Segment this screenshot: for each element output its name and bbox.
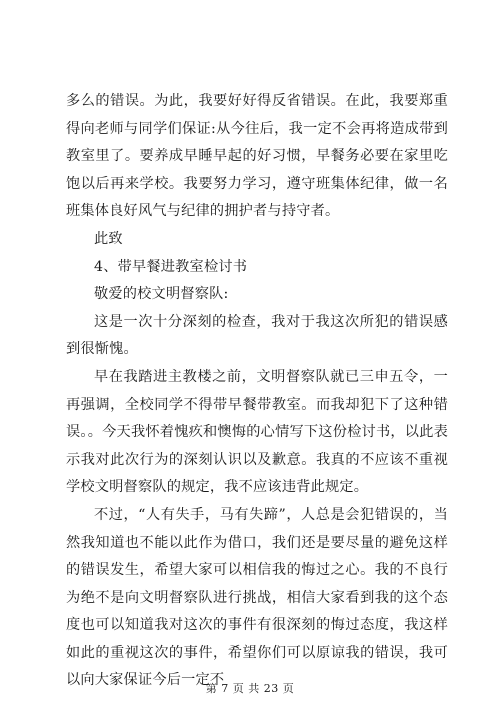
letter-salutation: 敬爱的校文明督察队: [94, 286, 229, 303]
section-heading: 4、带早餐进教室检讨书 [94, 258, 248, 275]
paragraph-closing-salutation: 此致 [94, 230, 123, 247]
page-footer: 第 7 页 共 23 页 [205, 682, 295, 695]
paragraph-3: 早在我踏进主教楼之前，文明督察队就已三申五令，一再强调，全校同学不得带早餐带教室。而我却犯下了这种错误。。今天我怀着愧疚和懊悔的心情写下这份检讨书，以此表示我对此次行为的深刻认识以及歉意。我真的不应该不重视学校文明督察队的规定，我不应该违背此规定。 [66, 368, 448, 496]
paragraph-2: 这是一次十分深刻的检查，我对于我这次所犯的错误感到很惭愧。 [66, 313, 448, 358]
paragraph-4: 不过，“人有失手，马有失蹄”，人总是会犯错误的，当然我知道也不能以此作为借口，我们还是要尽量的避免这样的错误发生，希望大家可以相信我的悔过之心。我的不良行为绝不是向文明督察队进行挑战，相信大家看到我的这个态度也可以知道我对这次的事件有很深刻的悔过态度，我这样如此的重视这次的事件，希望你们可以原谅我的错误，我可以向大家保证今后一定不 [66, 506, 448, 689]
document-body [66, 88, 448, 695]
paragraph-1: 多么的错误。为此，我要好好得反省错误。在此，我要郑重得向老师与同学们保证:从今往后，我一定不会再将造成带到教室里了。要养成早睡早起的好习惯，早餐务必要在家里吃饱以后再来学校。我要努力学习，遵守班集体纪律，做一名班集体良好风气与纪律的拥护者与持守者。 [66, 93, 448, 220]
